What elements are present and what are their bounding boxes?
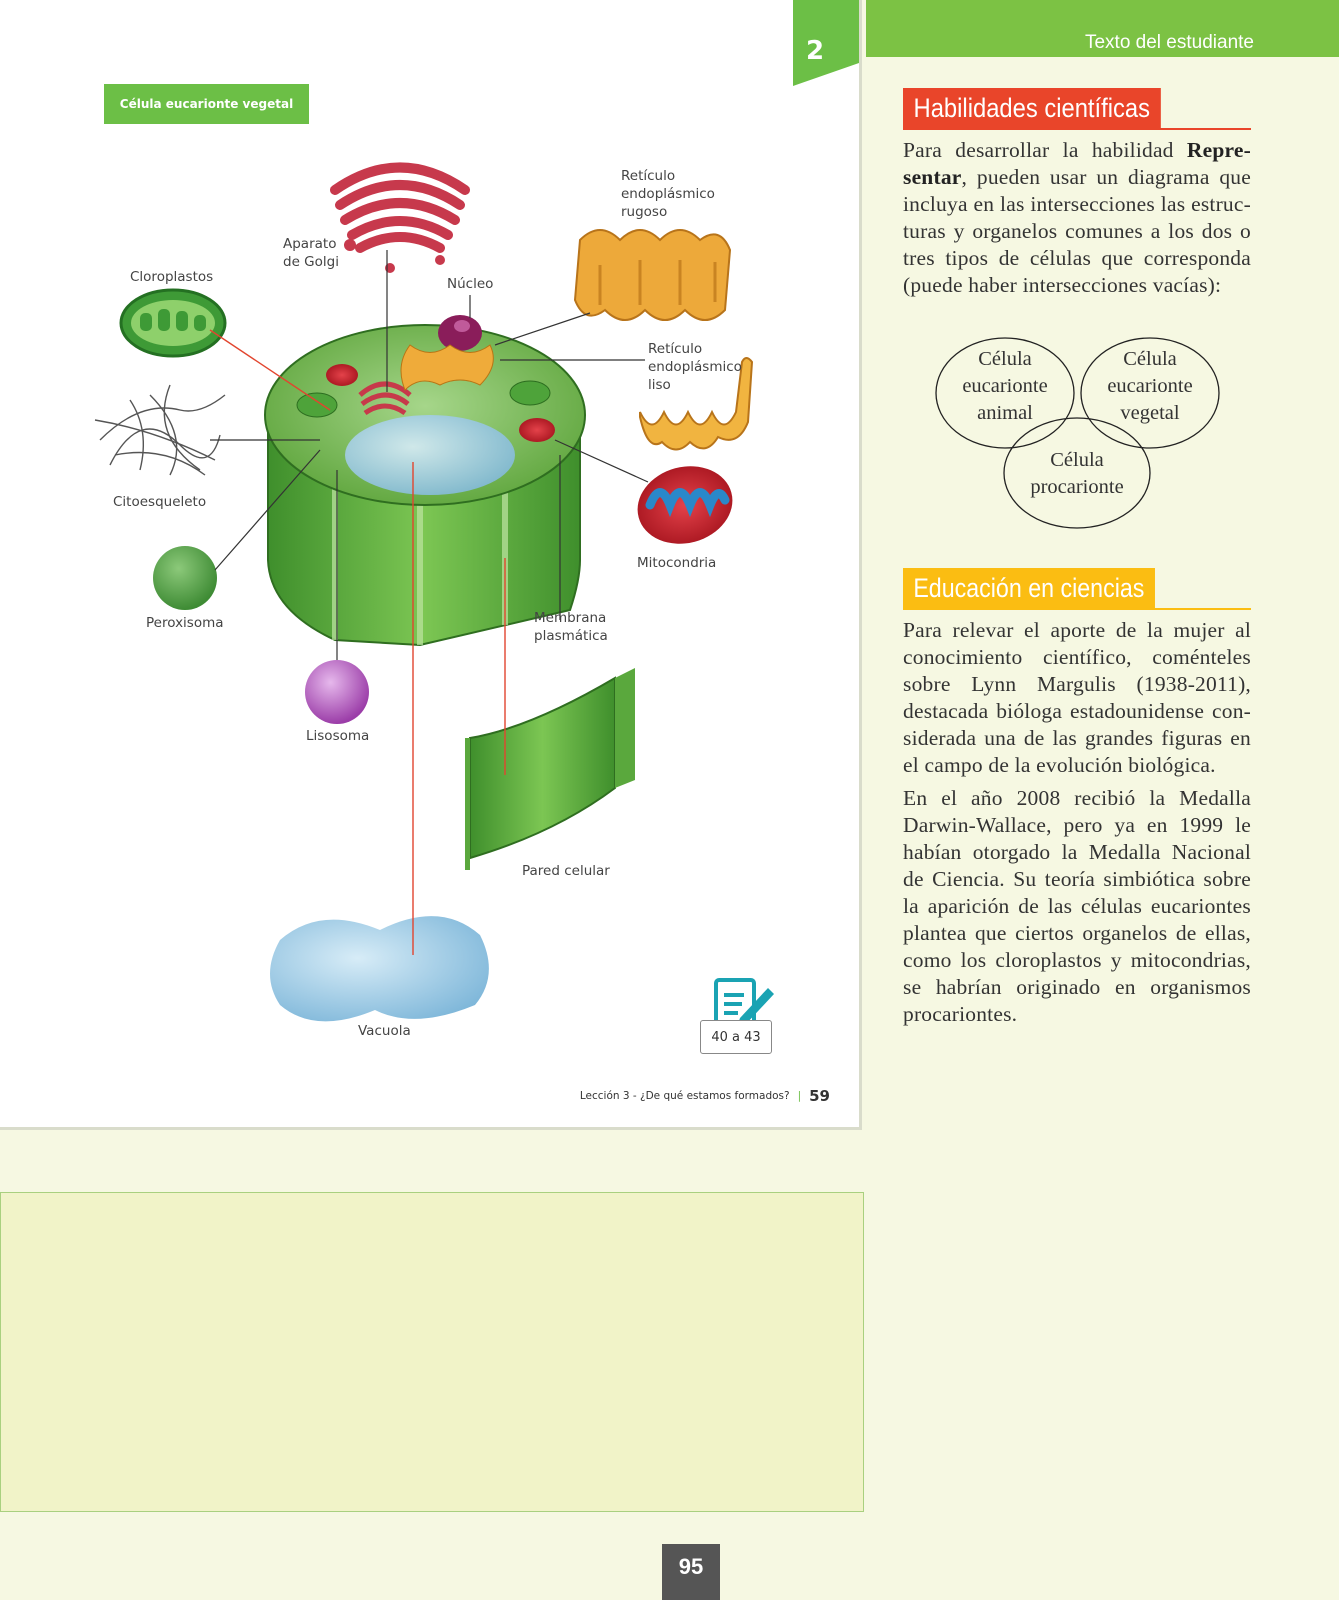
habilidades-text-start: Para desarrollar la habilidad (903, 138, 1187, 162)
venn-procarionte-line-2: procarionte (1030, 476, 1124, 498)
label-rough-er: Retículo endoplásmico rugoso (621, 168, 715, 220)
label-smooth-er: Retículo endoplásmico liso (648, 341, 742, 393)
label-golgi: Aparato de Golgi (283, 236, 339, 270)
central-vacuole-in-cell (345, 415, 515, 495)
label-cytoskeleton: Citoesqueleto (113, 494, 207, 510)
venn-animal-line-2: eucarionte (962, 375, 1048, 397)
venn-vegetal-line-2: eucarionte (1107, 375, 1193, 397)
chloroplast-illustration (121, 290, 225, 356)
label-cell-wall: Pared celular (522, 863, 610, 879)
venn-vegetal-line-1: Célula (1123, 348, 1177, 370)
student-textbook-page (0, 0, 862, 1130)
lesson-title: Lección 3 - ¿De qué estamos formados? (579, 1090, 790, 1102)
lesson-footer (560, 1087, 830, 1105)
habilidades-heading-bar (903, 88, 1251, 130)
diagram-title-badge: Célula eucarionte vegetal (104, 84, 309, 124)
educacion-paragraph-1: Para relevar el aporte de la mujer al conocimiento científico, coménteles sobre Lynn Margulis (1938-2011), destacada bióloga estadounidense con-siderada una de las grandes figuras en el campo de la evolución biológica. (903, 618, 1251, 777)
educacion-heading: Educación en ciencias (903, 568, 1155, 608)
habilidades-bold-word: Repre-sentar (903, 138, 1251, 189)
peroxisome-illustration (153, 546, 217, 610)
habilidades-text-end: , pueden usar un diagrama que incluya en las intersecciones las estruc-turas y organelos comunes a los dos o tres tipos de células que corresponda (puede haber intersecciones vacías): (903, 165, 1251, 297)
page-number: 95 (662, 1544, 720, 1600)
footer-separator: | (797, 1090, 802, 1102)
cytoskeleton-illustration (95, 385, 225, 475)
label-chloroplasts: Cloroplastos (130, 269, 214, 285)
habilidades-heading: Habilidades científicas (903, 88, 1161, 128)
educacion-text (903, 617, 1251, 1034)
student-page-number: 59 (809, 1087, 830, 1105)
venn-animal-line-3: animal (977, 402, 1033, 424)
chapter-number: 2 (805, 36, 825, 66)
educacion-paragraph-2: En el año 2008 recibió la Medalla Darwin-Wallace, pero ya en 1999 le habían otorgado la Medalla Nacional de Ciencia. Su teoría simbiótica sobre la aparición de las células eucariontes plantea que ciertos organelos de ellas, como los cloroplastos y mitocondrias, se habrían originado en organismos procariontes. (903, 786, 1251, 1026)
label-nucleus: Núcleo (447, 276, 494, 292)
golgi-apparatus-illustration (335, 168, 465, 274)
notes-area (0, 1192, 864, 1512)
label-vacuole: Vacuola (358, 1023, 411, 1039)
venn-animal-line-1: Célula (978, 348, 1032, 370)
workbook-reference: 40 a 43 (700, 1020, 772, 1054)
venn-vegetal-line-3: vegetal (1120, 402, 1180, 424)
label-peroxisome: Peroxisoma (146, 615, 224, 631)
label-plasma-membrane: Membrana plasmática (534, 610, 608, 644)
vacuole-illustration (270, 916, 489, 1021)
plant-cell-diagram (0, 0, 862, 1130)
educacion-heading-bar (903, 568, 1251, 610)
venn-diagram (930, 330, 1230, 530)
header-title: Texto del estudiante (1084, 32, 1254, 53)
cell-wall-piece-illustration (465, 668, 635, 870)
label-mitochondrion: Mitocondria (637, 555, 717, 571)
label-lysosome: Lisosoma (306, 728, 370, 744)
habilidades-text (903, 137, 1251, 305)
mitochondrion-illustration (629, 456, 741, 554)
venn-procarionte-line-1: Célula (1050, 449, 1104, 471)
lysosome-illustration (305, 660, 369, 724)
rough-er-illustration (575, 230, 730, 320)
